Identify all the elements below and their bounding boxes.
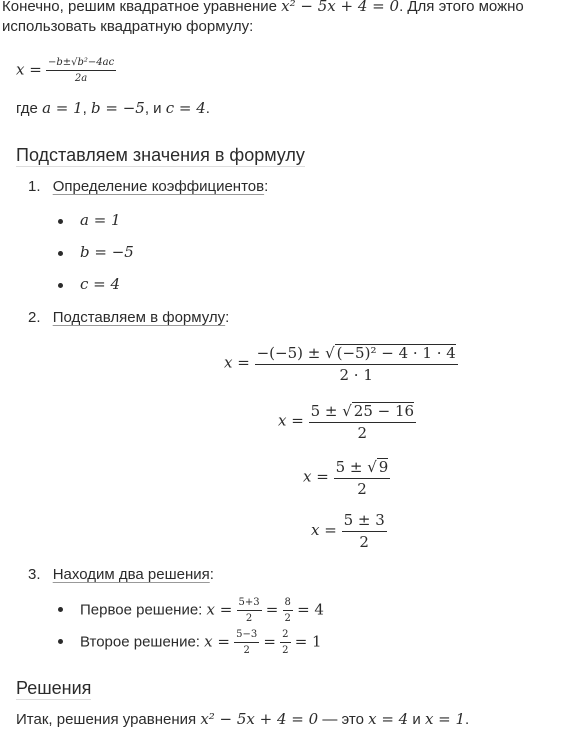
substitution-eq-4: x = $\frac{5 \pm 3}{2}$ <box>311 511 385 551</box>
substitution-eq-2: x = $\frac{5 \pm √ 25 - 16}{2}$ <box>278 402 415 442</box>
solution-1: Первое решение: x = $\frac{5+3}{2}$ = $\frac{8}{2}$ = 4 <box>80 597 324 624</box>
step-3: 3. Находим два решения: <box>28 566 214 583</box>
coef-b: b = −5 <box>80 243 134 261</box>
section-title-substitute: Подставляем значения в формулу <box>16 145 305 165</box>
substitution-eq-1: x = $\frac{\text{−(−5) ± √ (−5)² − 4 · 1 · 4}}{2 \cdot 1}$ <box>224 344 456 384</box>
bullet <box>58 607 63 612</box>
substitution-eq-3: x = $\frac{5 \pm √ 9}{2}$ <box>303 458 389 498</box>
coef-a: a = 1 <box>80 211 121 229</box>
step-1-label: Определение коэффициентов <box>52 178 265 195</box>
step-2: 2. Подставляем в формулу: <box>28 309 230 326</box>
quadratic-formula: x = $\frac{\text{−b±√b²−4ac}}{2a}$ <box>16 57 115 84</box>
intro-line-2: использовать квадратную формулу: <box>2 18 254 35</box>
bullet <box>58 251 63 256</box>
coefficients-line: где a = 1, b = −5, и c = 4. <box>16 99 210 117</box>
step-1: 1. Определение коэффициентов: <box>28 178 269 195</box>
intro-line-1: Конечно, решим квадратное уравнение x² − 5x + 4 = 0. Для этого можно <box>2 0 524 15</box>
solution-2: Второе решение: x = $\frac{5-3}{2}$ = $\frac{2}{2}$ = 1 <box>80 629 322 656</box>
bullet <box>58 219 63 224</box>
step-3-label: Находим два решения <box>52 566 210 583</box>
coef-c: c = 4 <box>80 275 121 293</box>
final-answer: Итак, решения уравнения x² − 5x + 4 = 0 — это x = 4 и x = 1. <box>16 710 470 728</box>
formula-numerator: −b±√b²−4ac <box>46 57 116 71</box>
bullet <box>58 639 63 644</box>
step-2-label: Подставляем в формулу <box>52 309 226 326</box>
section-title-solutions: Решения <box>16 678 92 698</box>
bullet <box>58 283 63 288</box>
formula-denominator: 2a <box>74 73 88 84</box>
equation-inline: x² − 5x + 4 = 0 <box>281 0 400 15</box>
